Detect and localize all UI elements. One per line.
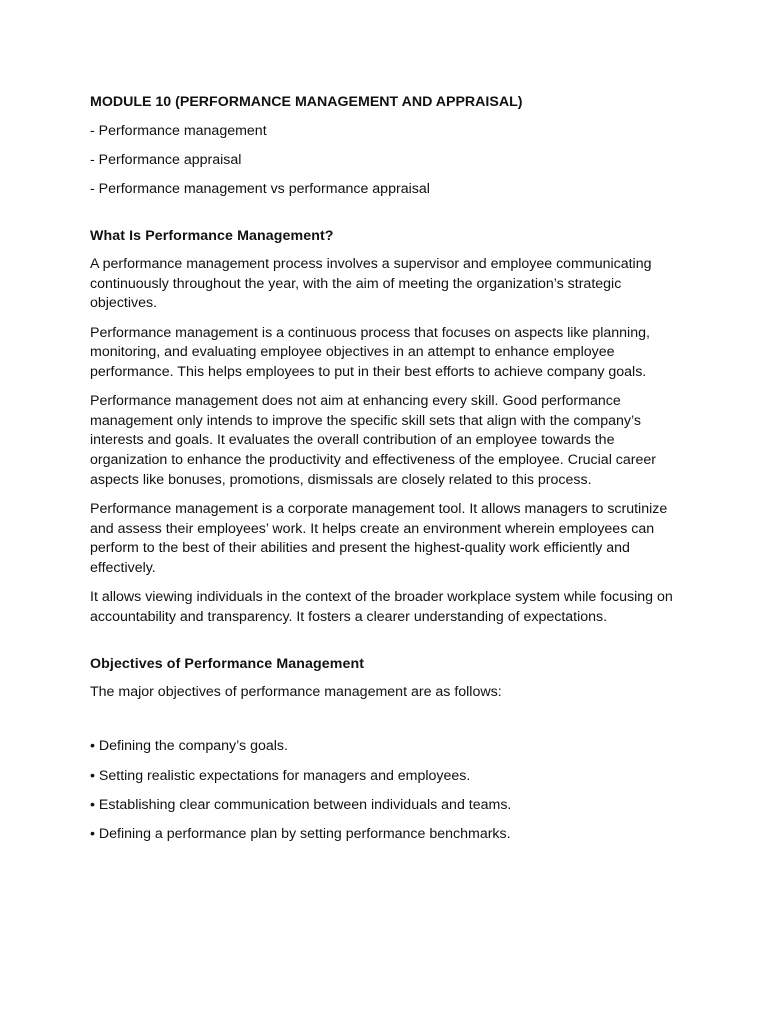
spacer xyxy=(90,637,690,655)
paragraph: A performance management process involves a supervisor and employee communicating continuously throughout the year, with the aim of meeting the organization’s strategic objectives. xyxy=(90,256,652,312)
objective-bullet: • Setting realistic expectations for managers and employees. xyxy=(90,767,471,784)
topic-item: - Performance management vs performance appraisal xyxy=(90,180,430,197)
objective-bullet: • Defining a performance plan by setting performance benchmarks. xyxy=(90,825,511,842)
paragraph: Performance management does not aim at enhancing every skill. Good performance management only intends to improve the specific skill sets that align with the company’s interests and goals. It evaluates the overall contribution of an employee towards the organization to enhance the productivity and effectiveness of the employee. Crucial career aspects like bonuses, promotions, dismissals are closely related to this process. xyxy=(90,393,656,488)
section-heading-objectives: Objectives of Performance Management xyxy=(90,655,365,672)
document-body xyxy=(90,93,690,854)
module-title: MODULE 10 (PERFORMANCE MANAGEMENT AND APPRAISAL) xyxy=(90,94,523,110)
paragraph: Performance management is a continuous process that focuses on aspects like planning, monitoring, and evaluating employee objectives in an attempt to enhance employee performance. This helps employees to put in their best efforts to achieve company goals. xyxy=(90,324,650,380)
objective-bullet: • Defining the company’s goals. xyxy=(90,738,288,755)
topic-item: - Performance appraisal xyxy=(90,151,242,168)
objectives-intro: The major objectives of performance management are as follows: xyxy=(90,684,502,701)
spacer xyxy=(90,209,690,227)
objective-bullet: • Establishing clear communication between individuals and teams. xyxy=(90,796,512,813)
topic-item: - Performance management xyxy=(90,122,267,139)
section-heading-what-is: What Is Performance Management? xyxy=(90,227,334,244)
spacer xyxy=(90,712,690,737)
paragraph: Performance management is a corporate management tool. It allows managers to scrutinize and assess their employees’ work. It helps create an environment wherein employees can perform to the best of their abilities and present the highest-quality work efficiently and effectively. xyxy=(90,500,668,576)
paragraph: It allows viewing individuals in the context of the broader workplace system while focusing on accountability and transparency. It fosters a clearer understanding of expectations. xyxy=(90,589,673,625)
